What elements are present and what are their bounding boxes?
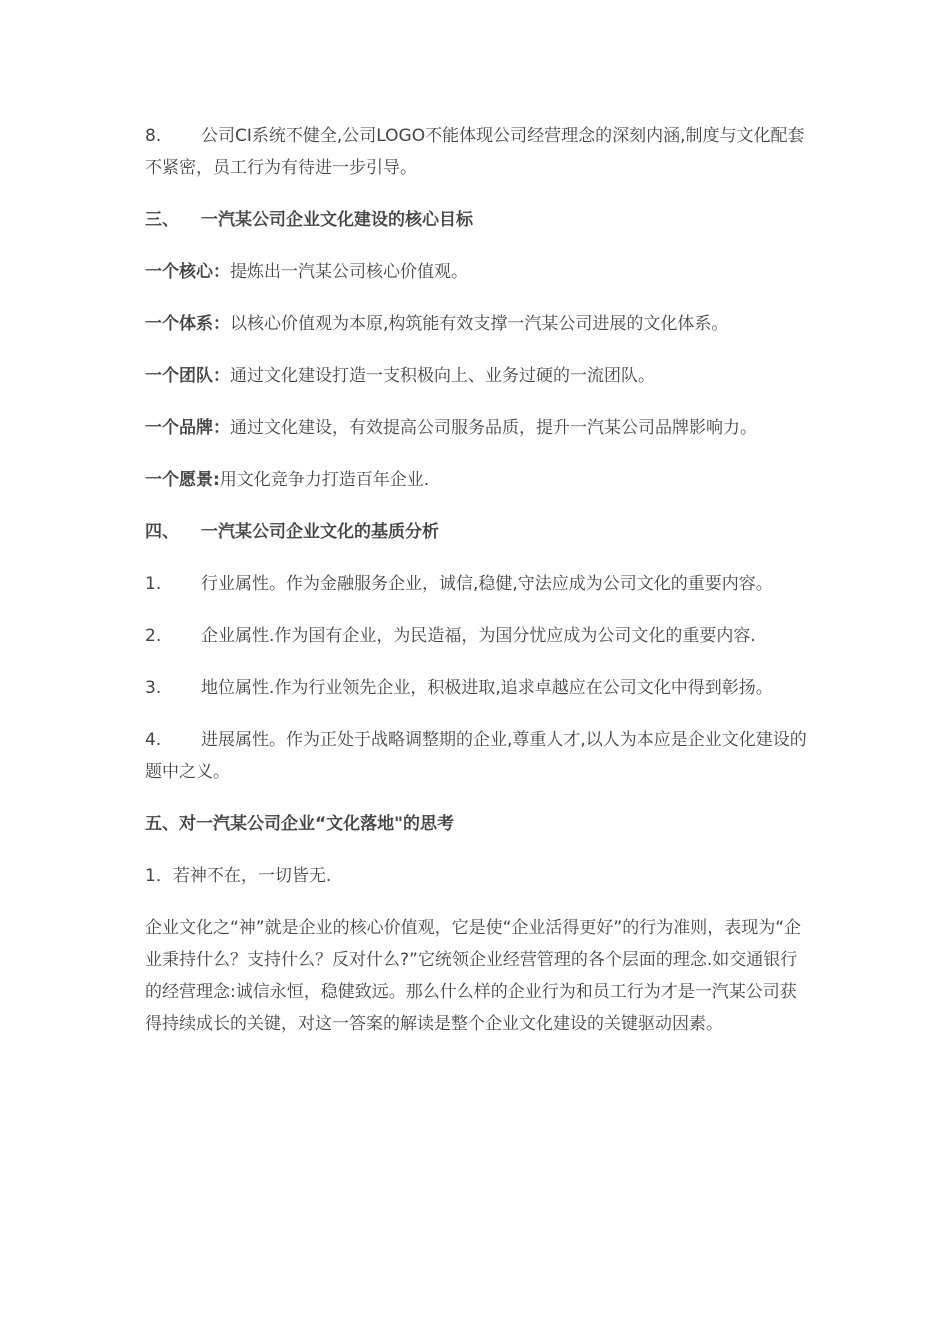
goal-label: 一个体系： [145, 314, 230, 334]
item-text: 公司CI系统不健全,公司LOGO不能体现公司经营理念的深刻内涵,制度与文化配套不紧密，员工行为有待进一步引导。 [145, 126, 805, 178]
goal-team [145, 360, 810, 392]
attribute-4 [145, 724, 810, 788]
goal-text: 通过文化建设，有效提高公司服务品质，提升一汽某公司品牌影响力。 [230, 418, 757, 438]
item-text: 地位属性.作为行业领先企业，积极进取,追求卓越应在公司文化中得到彰扬。 [201, 678, 773, 698]
goal-brand [145, 412, 810, 444]
goal-label: 一个团队： [145, 366, 230, 386]
item-number: 4. [145, 730, 162, 750]
goal-text: 以核心价值观为本原,构筑能有效支撑一汽某公司进展的文化体系。 [230, 314, 729, 334]
goal-label: 一个品牌： [145, 418, 230, 438]
item-text: 行业属性。作为金融服务企业，诚信,稳健,守法应成为公司文化的重要内容。 [201, 574, 773, 594]
goal-text: 提炼出一汽某公司核心价值观。 [230, 262, 468, 282]
item-text: 企业属性.作为国有企业，为民造福，为国分忧应成为公司文化的重要内容. [201, 626, 756, 646]
section-4-heading [145, 516, 810, 548]
attribute-2 [145, 620, 810, 652]
section-title: 一汽某公司企业文化建设的核心目标 [201, 210, 473, 230]
point-1: 1．若神不在，一切皆无. [145, 866, 332, 886]
goal-system [145, 308, 810, 340]
section-3-heading [145, 204, 810, 236]
section-5-heading: 五、对一汽某公司企业“文化落地"的思考 [145, 814, 455, 834]
document-page [145, 120, 810, 1040]
item-text: 进展属性。作为正处于战略调整期的企业,尊重人才,以人为本应是企业文化建设的题中之义。 [145, 730, 807, 782]
goal-text: 用文化竞争力打造百年企业. [219, 470, 430, 490]
goal-core [145, 256, 810, 288]
attribute-3 [145, 672, 810, 704]
section-title: 一汽某公司企业文化的基质分析 [201, 522, 439, 542]
goal-label: 一个核心： [145, 262, 230, 282]
section-number: 三、 [145, 210, 179, 230]
item-8 [145, 120, 810, 184]
goal-vision [145, 464, 810, 496]
goal-text: 通过文化建设打造一支积极向上、业务过硬的一流团队。 [230, 366, 655, 386]
item-number: 2. [145, 626, 162, 646]
attribute-1 [145, 568, 810, 600]
body-paragraph: 企业文化之“神”就是企业的核心价值观，它是使“企业活得更好”的行为准则，表现为“企业秉持什么？支持什么？反对什么?”它统领企业经营管理的各个层面的理念.如交通银行的经营理念:诚信永恒，稳健致远。那么什么样的企业行为和员工行为才是一汽某公司获得持续成长的关键，对这一答案的解读是整个企业文化建设的关键驱动因素。 [145, 918, 802, 1034]
item-number: 3. [145, 678, 162, 698]
item-number: 1. [145, 574, 162, 594]
item-number: 8. [145, 126, 162, 146]
goal-label: 一个愿景: [145, 470, 220, 490]
section-number: 四、 [145, 522, 179, 542]
